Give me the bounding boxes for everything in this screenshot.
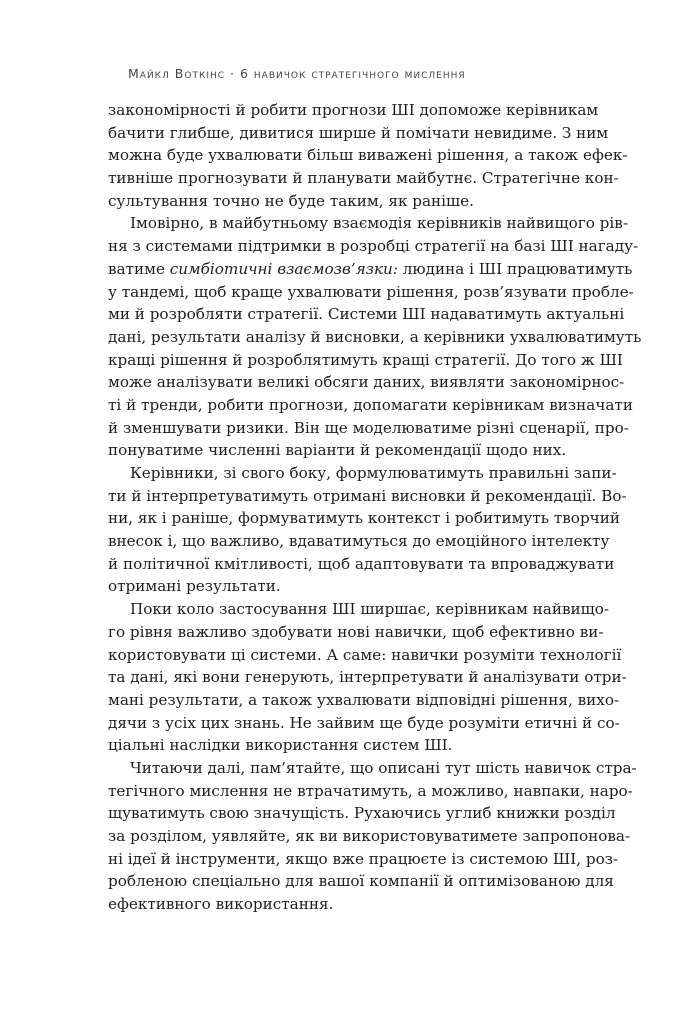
text-segment: людина і ШІ працюватимуть	[397, 259, 633, 278]
text-line: мані результати, а також ухвалювати відповідні рішення, вихо-	[108, 690, 620, 709]
text-line: понуватиме численні варіанти й рекомендації щодо них.	[108, 441, 567, 460]
text-line: користовувати ці системи. А саме: навички розуміти технології	[108, 645, 622, 664]
text-line: ефективного використання.	[108, 895, 334, 914]
text-line: ня з системами підтримки в розробці стратегії на базі ШІ нагаду-	[108, 237, 639, 256]
text-line: тивніше прогнозувати й планувати майбутнє. Стратегічне кон-	[108, 169, 619, 188]
text-line: дячи з усіх цих знань. Не зайвим ще буде розуміти етичні й со-	[108, 713, 620, 732]
text-segment: ватиме	[108, 259, 170, 278]
text-line	[108, 258, 633, 281]
body-text	[108, 99, 642, 916]
text-line: бачити глибше, дивитися ширше й помічати невидиме. З ним	[108, 123, 609, 142]
text-line: робленою спеціально для вашої компанії й оптимізованою для	[108, 872, 614, 891]
text-line: ми й розробляти стратегії. Системи ШІ надаватимуть актуальні	[108, 305, 625, 324]
text-line: та дані, які вони генерують, інтерпретувати й аналізувати отри-	[108, 668, 627, 687]
text-line: щуватимуть свою значущість. Рухаючись углиб книжки розділ	[108, 804, 616, 823]
text-line: го рівня важливо здобувати нові навички, щоб ефективно ви-	[108, 622, 604, 641]
text-line: отримані результати.	[108, 577, 281, 596]
text-line: може аналізувати великі обсяги даних, виявляти закономірнос-	[108, 373, 625, 392]
text-line: Читаючи далі, пам’ятайте, що описані тут шість навичок стра-	[130, 758, 637, 777]
text-line: Поки коло застосування ШІ ширшає, керівникам найвищо-	[130, 600, 610, 619]
text-line: ти й інтерпретуватимуть отримані висновки й рекомендації. Во-	[108, 486, 627, 505]
text-line: ціальні наслідки використання систем ШІ.	[108, 736, 453, 755]
text-line: дані, результати аналізу й висновки, а керівники ухвалюватимуть	[108, 327, 642, 346]
italic-term: симбіотичні взаємозв’язки:	[169, 259, 398, 278]
text-line: й політичної кмітливості, щоб адаптовувати та впроваджувати	[108, 554, 615, 573]
text-line: за розділом, уявляйте, як ви використовуватимете запропонова-	[108, 827, 631, 845]
text-line: ні ідеї й інструменти, якщо вже працюєте із системою ШІ, роз-	[108, 849, 619, 868]
text-line: внесок і, що важливо, вдаватимуться до емоційного інтелекту	[108, 532, 610, 551]
text-line: й зменшувати ризики. Він ще моделюватиме різні сценарії, про-	[108, 418, 629, 437]
text-line: кращі рішення й розроблятимуть кращі стратегії. До того ж ШІ	[108, 350, 623, 369]
text-line: Керівники, зі свого боку, формулюватимуть правильні запи-	[130, 464, 617, 482]
text-line: ті й тренди, робити прогнози, допомагати керівникам визначати	[108, 395, 633, 414]
text-line: сультування точно не буде таким, як раніше.	[108, 191, 474, 210]
text-line: Імовірно, в майбутньому взаємодія керівників найвищого рів-	[130, 214, 628, 233]
text-line: тегічного мислення не втрачатимуть, а можливо, навпаки, наро-	[108, 781, 633, 800]
text-line: ни, як і раніше, формуватимуть контекст і робитимуть творчий	[108, 509, 620, 528]
text-line: у тандемі, щоб краще ухвалювати рішення, розв’язувати пробле-	[108, 282, 634, 301]
running-header: Майкл Воткінс · 6 навичок стратегічного мислення	[128, 66, 466, 81]
text-line: можна буде ухвалювати більш виважені рішення, а також ефек-	[108, 146, 628, 165]
text-line: закономірності й робити прогнози ШІ допоможе керівникам	[108, 101, 599, 119]
